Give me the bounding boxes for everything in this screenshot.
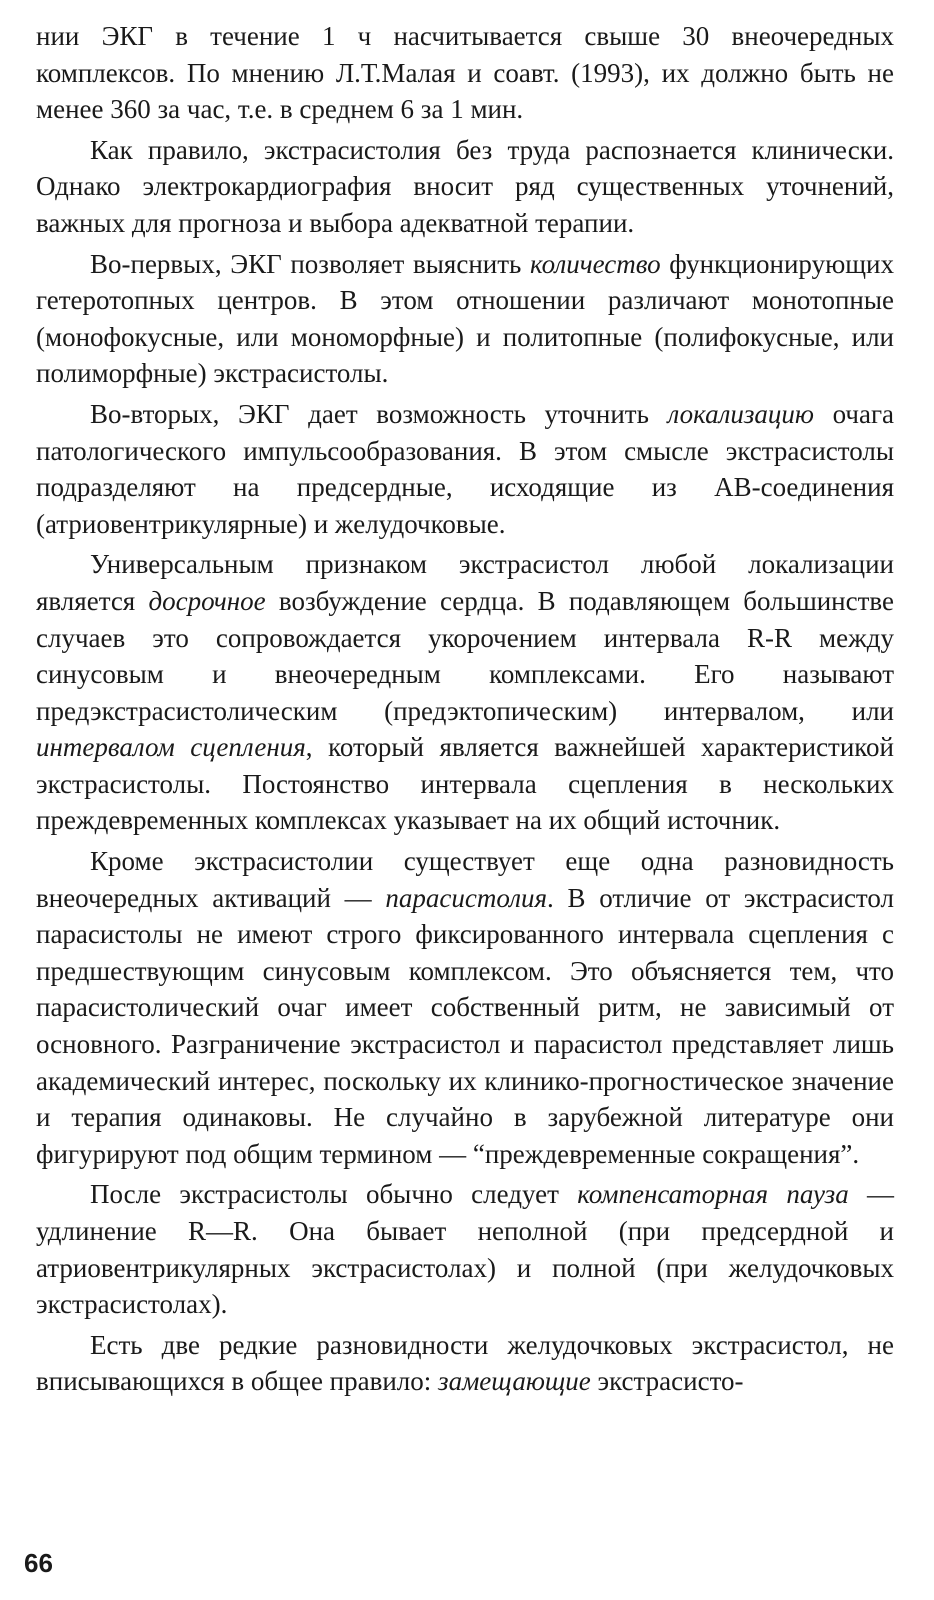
- paragraph-4-emphasis: локализацию: [667, 398, 814, 429]
- paragraph-3-emphasis: количество: [530, 248, 661, 279]
- paragraph-5-emphasis-2: интервалом сцепления: [36, 732, 306, 763]
- paragraph-8-text-1: Есть две редкие разновидности желудочковых экстрасистол, не вписывающихся в общее правило:: [36, 1329, 894, 1397]
- paragraph-1-text: нии ЭКГ в течение 1 ч насчитывается свыше 30 внеочередных комплексов. По мнению Л.Т.Малая и соавт. (1993), их должно быть не менее 360 за час, т.е. в среднем 6 за 1 мин.: [36, 21, 894, 125]
- paragraph-2-text: Как правило, экстрасистолия без труда распознается клинически. Однако электрокардиография вносит ряд существенных уточнений, важных для прогноза и выбора адекватной терапии.: [36, 134, 894, 238]
- page-number: 66: [24, 1548, 53, 1578]
- paragraph-7: [36, 1176, 894, 1322]
- paragraph-4-text-2: очага патологического импульсообразования. В этом смысле экстрасистолы подразделяют на предсердные, исходящие из АВ-соединения (атриовентрикулярные) и желудочковые.: [36, 398, 894, 539]
- paragraph-3: [36, 246, 894, 392]
- paragraph-8-emphasis: замещающие: [438, 1366, 591, 1397]
- paragraph-4: [36, 396, 894, 542]
- paragraph-7-text-1: После экстрасистолы обычно следует: [90, 1179, 578, 1210]
- paragraph-5: [36, 546, 894, 839]
- paragraph-4-text-1: Во-вторых, ЭКГ дает возможность уточнить: [90, 398, 668, 429]
- paragraph-8: [36, 1327, 894, 1400]
- paragraph-3-text-1: Во-первых, ЭКГ позволяет выяснить: [90, 248, 531, 279]
- paragraph-6-emphasis: парасистолия: [385, 882, 548, 913]
- paragraph-3-text-2: функционирующих гетеротопных центров. В этом отношении различают монотопные (монофокусные, или мономорфные) и политопные (полифокусные, или полиморфные) экстрасистолы.: [36, 248, 894, 389]
- paragraph-6-text-1: Кроме экстрасистолии существует еще одна разновидность внеочередных активаций —: [36, 846, 894, 913]
- paragraph-8-text-2: экстрасисто-: [590, 1366, 744, 1397]
- paragraph-1: [36, 18, 894, 128]
- paragraph-5-emphasis-1: досрочное: [148, 585, 266, 616]
- paragraph-7-text-2: — удлинение R—R. Она бывает неполной (при предсердной и атриовентрикулярных экстрасистолах) и полной (при желудочковых экстрасистолах).: [36, 1179, 894, 1320]
- paragraph-6: [36, 843, 894, 1172]
- paragraph-6-text-2: . В отличие от экстрасистол парасистолы не имеют строго фиксированного интервала сцепления с предшествующим синусовым комплексом. Это объясняется тем, что парасистолический очаг имеет собственный ритм, не зависимый от основного. Разграничение экстрасистол и парасистол представляет лишь академический интерес, поскольку их клинико-прогностическое значение и терапия одинаковы. Не случайно в зарубежной литературе они фигурируют под общим термином — “преждевременные сокращения”.: [36, 882, 894, 1169]
- paragraph-5-text-3: , который является важнейшей характеристикой экстрасистолы. Постоянство интервала сцепления в нескольких преждевременных комплексах указывает на их общий источник.: [36, 732, 894, 836]
- paragraph-5-text-2: возбуждение сердца. В подавляющем большинстве случаев это сопровождается укорочением интервала R-R между синусовым и внеочередным комплексами. Его называют предэкстрасистолическим (предэктопическим) интервалом, или: [36, 585, 894, 726]
- page-body: [36, 18, 894, 1404]
- paragraph-2: [36, 132, 894, 242]
- paragraph-7-emphasis: компенсаторная пауза: [577, 1179, 849, 1210]
- paragraph-5-text-1: Универсальным признаком экстрасистол любой локализации является: [36, 549, 894, 616]
